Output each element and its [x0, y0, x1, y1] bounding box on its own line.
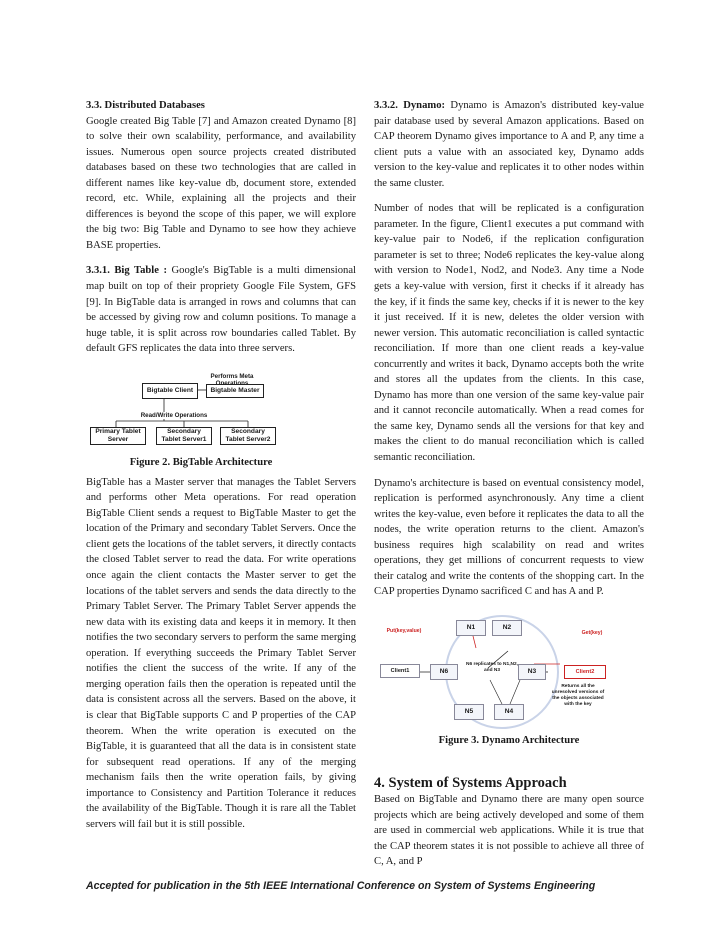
- section-4-body: Based on BigTable and Dynamo there are many open source projects which are being actively developed and some of them are used in commercial web applications. While it is true that the CAP theorem states it is not possible to achieve all three of C, A, and P: [374, 793, 644, 868]
- figure-2-caption: Figure 2. BigTable Architecture: [129, 456, 273, 468]
- client2-box: Client2: [564, 665, 606, 679]
- right-column: [374, 98, 644, 870]
- node-n3: N3: [518, 664, 546, 680]
- section-3-3: [86, 98, 356, 253]
- section-3-3-2: [374, 98, 644, 191]
- paragraph: Dynamo is Amazon's distributed key-value pair database used by several Amazon applications. Based on CAP theorem Dynamo gives importance to A and P, any time a client puts a value with an associated key, Dynamo adds version to the key-value and replicates it to other nodes within the same cluster.: [374, 100, 644, 189]
- primary-tablet-server-box: Primary Tablet Server: [90, 427, 146, 445]
- replicates-note: N6 replicates to N1,N2, and N3: [466, 661, 518, 673]
- paragraph-bigtable-master: BigTable has a Master server that manages the Tablet Servers and performs other Meta operations. For read operation BigTable Client sends a request to BigTable Master to get the location of the Primary and secondary Tablet Servers. Once the client gets the locations of the tablet servers, it directly contacts the closed Tablet server to read the data. For write operations once again the client contacts the Master server to get the locations of the tablet servers and sends the data directly to the Primary Tablet Server. The Primary Tablet Server appends the new data with its existing data and keeps it in memory. It then notifies the two secondary servers to perform the same merging operation. If everything succeeds the Primary Tablet Server notifies the client the success of the write. If any of the merging operation fails then the operation is repeated until the data is consistent across all the servers. Based on the above, it is clear that BigTable supports C and P properties of the CAP theorem. When the write operation is executed on the BigTable, it is guaranteed that all the data is in consistent state for subsequent read operations. If any of the merging mechanism fails then the write operation fails, by giving importance to Consistency and Partition Tolerance it reduces the availability of the BigTable. Though it is rare all the Tablet servers will fail but it is still possible.: [86, 476, 356, 830]
- node-n6: N6: [430, 664, 458, 680]
- bigtable-client-box: Bigtable Client: [142, 383, 198, 399]
- node-n5: N5: [454, 704, 484, 720]
- paragraph: Google's BigTable is a multi dimensional map built on top of their propriety Google File System, GFS [9]. In BigTable data is arranged in rows and columns that can be accessed by giving row and column positions. To manage a huge table, it is split across row boundaries called Tablet. By default GFS replicates the data into three servers.: [86, 265, 356, 355]
- read-write-label: Read/Write Operations: [134, 412, 214, 420]
- client1-box: Client1: [380, 664, 420, 678]
- get-label: Get(key): [581, 629, 603, 636]
- bigtable-master-box: Bigtable Master: [206, 384, 264, 398]
- figure-3-caption: Figure 3. Dynamo Architecture: [438, 734, 580, 746]
- footer-acceptance-note: Accepted for publication in the 5th IEEE International Conference on System of Systems Engineering: [86, 880, 596, 892]
- paragraph-eventual-consistency: Dynamo's architecture is based on eventual consistency model, replication is performed asynchronously. Any time a client writes the key-value, even before it replicates the data to all the nodes, the write operation returns to the client. Amazon's business requires high scalability on read and writes operations, they get millions of concurrent requests to view their catalog and write the contents of the shopping cart. In the CAP properties Dynamo sacrificed C and has A and P.: [374, 477, 644, 598]
- performs-meta-label: Performs Meta: [210, 372, 254, 380]
- section-heading: 3.3. Distributed Databases: [86, 100, 205, 111]
- subsection-heading: 3.3.1. Big Table :: [86, 265, 167, 277]
- paragraph: Google created Big Table [7] and Amazon created Dynamo [8] to solve their own scalability, performance, and availability issues. Numerous open source projects created distributed databases based on these two technologies that are called in different names like key-value db, document store, extended record, etc. While, explaining all the projects and their differences is beyond the scope of this paper, we will explore the big two: Big Table and Dynamo to see how they achieve BASE properties.: [86, 115, 356, 251]
- figure-3: [374, 606, 644, 774]
- node-n2: N2: [492, 620, 522, 636]
- figure-2: [86, 357, 356, 475]
- returns-note: Returns all the unresolved versions of the objects associated with the key: [551, 683, 605, 707]
- secondary-tablet-server1-box: Secondary Tablet Server1: [156, 427, 212, 445]
- paragraph-nodes: Number of nodes that will be replicated is a configuration parameter. In the figure, Client1 executes a put command with key-value pair to Node6, if the replication configuration parameter is set to three; Node6 replicates the key-value along with version to Node1, Nod2, and Node3. Any time a Node gets a key-value with version, first it checks if it already has the key, if it finds the same key, checks if it is newer to the key it just received. If it is new, deletes the older version with newer version. This automatic reconciliation is called syntactic reconciliation. If more than one client reads a key-value concurrently and writes it back, Dynamo accepts both the write and stores all the updates from the clients. In this case, Dynamo has more than one version of the same key-value pair and it cannot reconcile automatically. When a read comes for the same key, Dynamo sends all the versions for that key and makes the client to do manual reconciliation which is called semantic reconciliation.: [374, 203, 644, 464]
- secondary-tablet-server2-box: Secondary Tablet Server2: [220, 427, 276, 445]
- subsection-heading: 3.3.2. Dynamo:: [374, 100, 446, 111]
- section-4-heading: 4. System of Systems Approach: [374, 774, 567, 791]
- section-3-3-1: [86, 263, 356, 356]
- node-n1: N1: [456, 620, 486, 636]
- node-n4: N4: [494, 704, 524, 720]
- put-label: Put(key,value): [386, 627, 422, 634]
- left-column: [86, 98, 356, 832]
